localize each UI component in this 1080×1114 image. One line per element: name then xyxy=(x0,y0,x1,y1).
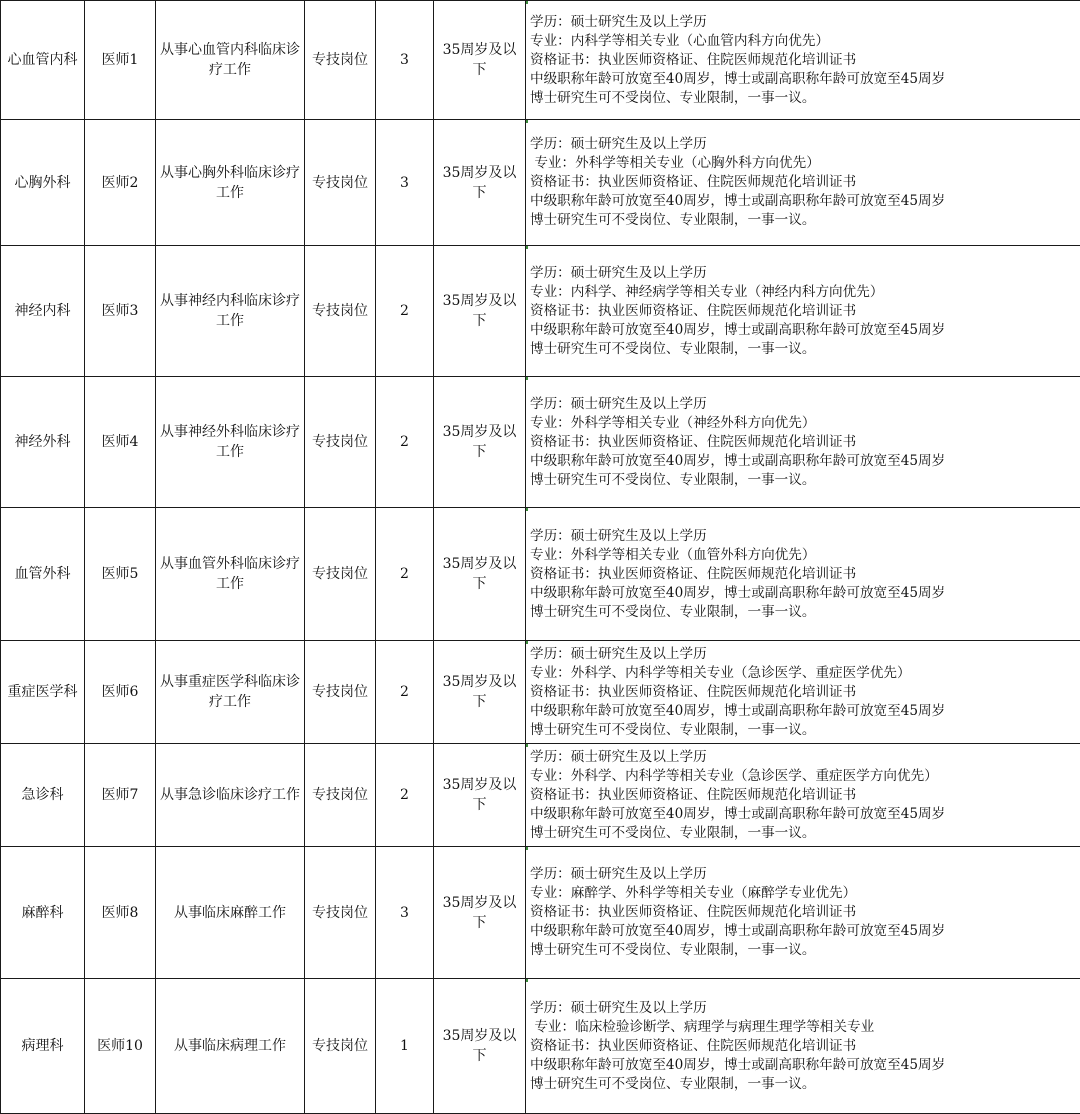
requirement-line: 资格证书：执业医师资格证、住院医师规范化培训证书 xyxy=(530,903,1080,922)
age-cell: 35周岁及以下 xyxy=(434,847,526,979)
duty-cell: 从事血管外科临床诊疗工作 xyxy=(156,508,305,641)
requirement-line: 中级职称年龄可放宽至40周岁，博士或副高职称年龄可放宽至45周岁 xyxy=(530,922,1080,941)
post-type-cell: 专技岗位 xyxy=(305,979,376,1114)
count-cell: 2 xyxy=(376,377,434,508)
requirements-cell xyxy=(526,744,1080,847)
count-cell: 3 xyxy=(376,847,434,979)
post-type-cell: 专技岗位 xyxy=(305,377,376,508)
count-cell: 3 xyxy=(376,1,434,120)
requirement-line: 博士研究生可不受岗位、专业限制，一事一议。 xyxy=(530,89,1080,108)
requirement-line: 专业：临床检验诊断学、病理学与病理生理学等相关专业 xyxy=(530,1018,1080,1037)
count-cell: 2 xyxy=(376,641,434,744)
requirement-line: 专业：外科学、内科学等相关专业（急诊医学、重症医学优先） xyxy=(530,664,1080,683)
requirement-line: 博士研究生可不受岗位、专业限制，一事一议。 xyxy=(530,721,1080,740)
post-type-cell: 专技岗位 xyxy=(305,847,376,979)
table-row xyxy=(1,508,1080,641)
duty-cell: 从事临床病理工作 xyxy=(156,979,305,1114)
post-cell: 医师10 xyxy=(85,979,156,1114)
post-type-cell: 专技岗位 xyxy=(305,120,376,246)
post-cell: 医师7 xyxy=(85,744,156,847)
requirement-line: 专业：内科学、神经病学等相关专业（神经内科方向优先） xyxy=(530,283,1080,302)
requirement-line: 博士研究生可不受岗位、专业限制，一事一议。 xyxy=(530,941,1080,960)
requirement-line: 专业：外科学、内科学等相关专业（急诊医学、重症医学方向优先） xyxy=(530,767,1080,786)
table-row xyxy=(1,1,1080,120)
requirement-line: 中级职称年龄可放宽至40周岁，博士或副高职称年龄可放宽至45周岁 xyxy=(530,452,1080,471)
post-type-cell: 专技岗位 xyxy=(305,246,376,377)
requirements-cell xyxy=(526,847,1080,979)
count-cell: 2 xyxy=(376,508,434,641)
dept-cell: 神经外科 xyxy=(1,377,85,508)
duty-cell: 从事重症医学科临床诊疗工作 xyxy=(156,641,305,744)
post-type-cell: 专技岗位 xyxy=(305,641,376,744)
post-type-cell: 专技岗位 xyxy=(305,1,376,120)
requirement-line: 学历：硕士研究生及以上学历 xyxy=(530,865,1080,884)
table-row xyxy=(1,246,1080,377)
post-cell: 医师2 xyxy=(85,120,156,246)
duty-cell: 从事心胸外科临床诊疗工作 xyxy=(156,120,305,246)
requirement-line: 资格证书：执业医师资格证、住院医师规范化培训证书 xyxy=(530,302,1080,321)
age-cell: 35周岁及以下 xyxy=(434,979,526,1114)
dept-cell: 血管外科 xyxy=(1,508,85,641)
count-cell: 3 xyxy=(376,120,434,246)
requirement-line: 中级职称年龄可放宽至40周岁，博士或副高职称年龄可放宽至45周岁 xyxy=(530,702,1080,721)
requirement-line: 博士研究生可不受岗位、专业限制，一事一议。 xyxy=(530,603,1080,622)
table-row xyxy=(1,979,1080,1114)
age-cell: 35周岁及以下 xyxy=(434,641,526,744)
requirement-line: 资格证书：执业医师资格证、住院医师规范化培训证书 xyxy=(530,433,1080,452)
requirement-line: 学历：硕士研究生及以上学历 xyxy=(530,135,1080,154)
post-type-cell: 专技岗位 xyxy=(305,508,376,641)
table-body xyxy=(1,1,1080,1114)
post-cell: 医师6 xyxy=(85,641,156,744)
requirement-line: 资格证书：执业医师资格证、住院医师规范化培训证书 xyxy=(530,683,1080,702)
table-row xyxy=(1,744,1080,847)
requirements-cell xyxy=(526,246,1080,377)
post-cell: 医师1 xyxy=(85,1,156,120)
post-cell: 医师4 xyxy=(85,377,156,508)
count-cell: 1 xyxy=(376,979,434,1114)
count-cell: 2 xyxy=(376,744,434,847)
age-cell: 35周岁及以下 xyxy=(434,246,526,377)
requirement-line: 博士研究生可不受岗位、专业限制，一事一议。 xyxy=(530,471,1080,490)
requirement-line: 博士研究生可不受岗位、专业限制，一事一议。 xyxy=(530,211,1080,230)
requirement-line: 专业：外科学等相关专业（神经外科方向优先） xyxy=(530,414,1080,433)
requirement-line: 博士研究生可不受岗位、专业限制，一事一议。 xyxy=(530,340,1080,359)
age-cell: 35周岁及以下 xyxy=(434,120,526,246)
requirements-cell xyxy=(526,508,1080,641)
requirement-line: 博士研究生可不受岗位、专业限制，一事一议。 xyxy=(530,1075,1080,1094)
requirement-line: 专业：外科学等相关专业（血管外科方向优先） xyxy=(530,546,1080,565)
table-row xyxy=(1,377,1080,508)
requirement-line: 中级职称年龄可放宽至40周岁，博士或副高职称年龄可放宽至45周岁 xyxy=(530,1056,1080,1075)
requirement-line: 资格证书：执业医师资格证、住院医师规范化培训证书 xyxy=(530,51,1080,70)
requirement-line: 博士研究生可不受岗位、专业限制，一事一议。 xyxy=(530,824,1080,843)
age-cell: 35周岁及以下 xyxy=(434,508,526,641)
requirement-line: 中级职称年龄可放宽至40周岁，博士或副高职称年龄可放宽至45周岁 xyxy=(530,321,1080,340)
requirement-line: 专业：内科学等相关专业（心血管内科方向优先） xyxy=(530,32,1080,51)
requirement-line: 资格证书：执业医师资格证、住院医师规范化培训证书 xyxy=(530,173,1080,192)
requirements-cell xyxy=(526,120,1080,246)
dept-cell: 急诊科 xyxy=(1,744,85,847)
requirement-line: 专业：外科学等相关专业（心胸外科方向优先） xyxy=(530,154,1080,173)
requirement-line: 专业：麻醉学、外科学等相关专业（麻醉学专业优先） xyxy=(530,884,1080,903)
requirement-line: 中级职称年龄可放宽至40周岁，博士或副高职称年龄可放宽至45周岁 xyxy=(530,70,1080,89)
dept-cell: 神经内科 xyxy=(1,246,85,377)
requirement-line: 资格证书：执业医师资格证、住院医师规范化培训证书 xyxy=(530,1037,1080,1056)
requirement-line: 学历：硕士研究生及以上学历 xyxy=(530,264,1080,283)
duty-cell: 从事神经内科临床诊疗工作 xyxy=(156,246,305,377)
requirement-line: 中级职称年龄可放宽至40周岁，博士或副高职称年龄可放宽至45周岁 xyxy=(530,192,1080,211)
requirement-line: 学历：硕士研究生及以上学历 xyxy=(530,395,1080,414)
table-row xyxy=(1,641,1080,744)
requirement-line: 资格证书：执业医师资格证、住院医师规范化培训证书 xyxy=(530,786,1080,805)
requirement-line: 学历：硕士研究生及以上学历 xyxy=(530,527,1080,546)
post-cell: 医师3 xyxy=(85,246,156,377)
requirements-cell xyxy=(526,377,1080,508)
requirement-line: 学历：硕士研究生及以上学历 xyxy=(530,645,1080,664)
duty-cell: 从事临床麻醉工作 xyxy=(156,847,305,979)
dept-cell: 心胸外科 xyxy=(1,120,85,246)
dept-cell: 心血管内科 xyxy=(1,1,85,120)
dept-cell: 重症医学科 xyxy=(1,641,85,744)
post-type-cell: 专技岗位 xyxy=(305,744,376,847)
age-cell: 35周岁及以下 xyxy=(434,377,526,508)
duty-cell: 从事急诊临床诊疗工作 xyxy=(156,744,305,847)
requirement-line: 学历：硕士研究生及以上学历 xyxy=(530,999,1080,1018)
requirement-line: 资格证书：执业医师资格证、住院医师规范化培训证书 xyxy=(530,565,1080,584)
requirements-cell xyxy=(526,641,1080,744)
count-cell: 2 xyxy=(376,246,434,377)
table-row xyxy=(1,120,1080,246)
duty-cell: 从事神经外科临床诊疗工作 xyxy=(156,377,305,508)
dept-cell: 麻醉科 xyxy=(1,847,85,979)
post-cell: 医师8 xyxy=(85,847,156,979)
requirements-cell xyxy=(526,979,1080,1114)
duty-cell: 从事心血管内科临床诊疗工作 xyxy=(156,1,305,120)
post-cell: 医师5 xyxy=(85,508,156,641)
requirements-cell xyxy=(526,1,1080,120)
age-cell: 35周岁及以下 xyxy=(434,1,526,120)
requirement-line: 中级职称年龄可放宽至40周岁，博士或副高职称年龄可放宽至45周岁 xyxy=(530,805,1080,824)
table-row xyxy=(1,847,1080,979)
requirement-line: 学历：硕士研究生及以上学历 xyxy=(530,13,1080,32)
age-cell: 35周岁及以下 xyxy=(434,744,526,847)
requirement-line: 学历：硕士研究生及以上学历 xyxy=(530,748,1080,767)
requirement-line: 中级职称年龄可放宽至40周岁，博士或副高职称年龄可放宽至45周岁 xyxy=(530,584,1080,603)
dept-cell: 病理科 xyxy=(1,979,85,1114)
